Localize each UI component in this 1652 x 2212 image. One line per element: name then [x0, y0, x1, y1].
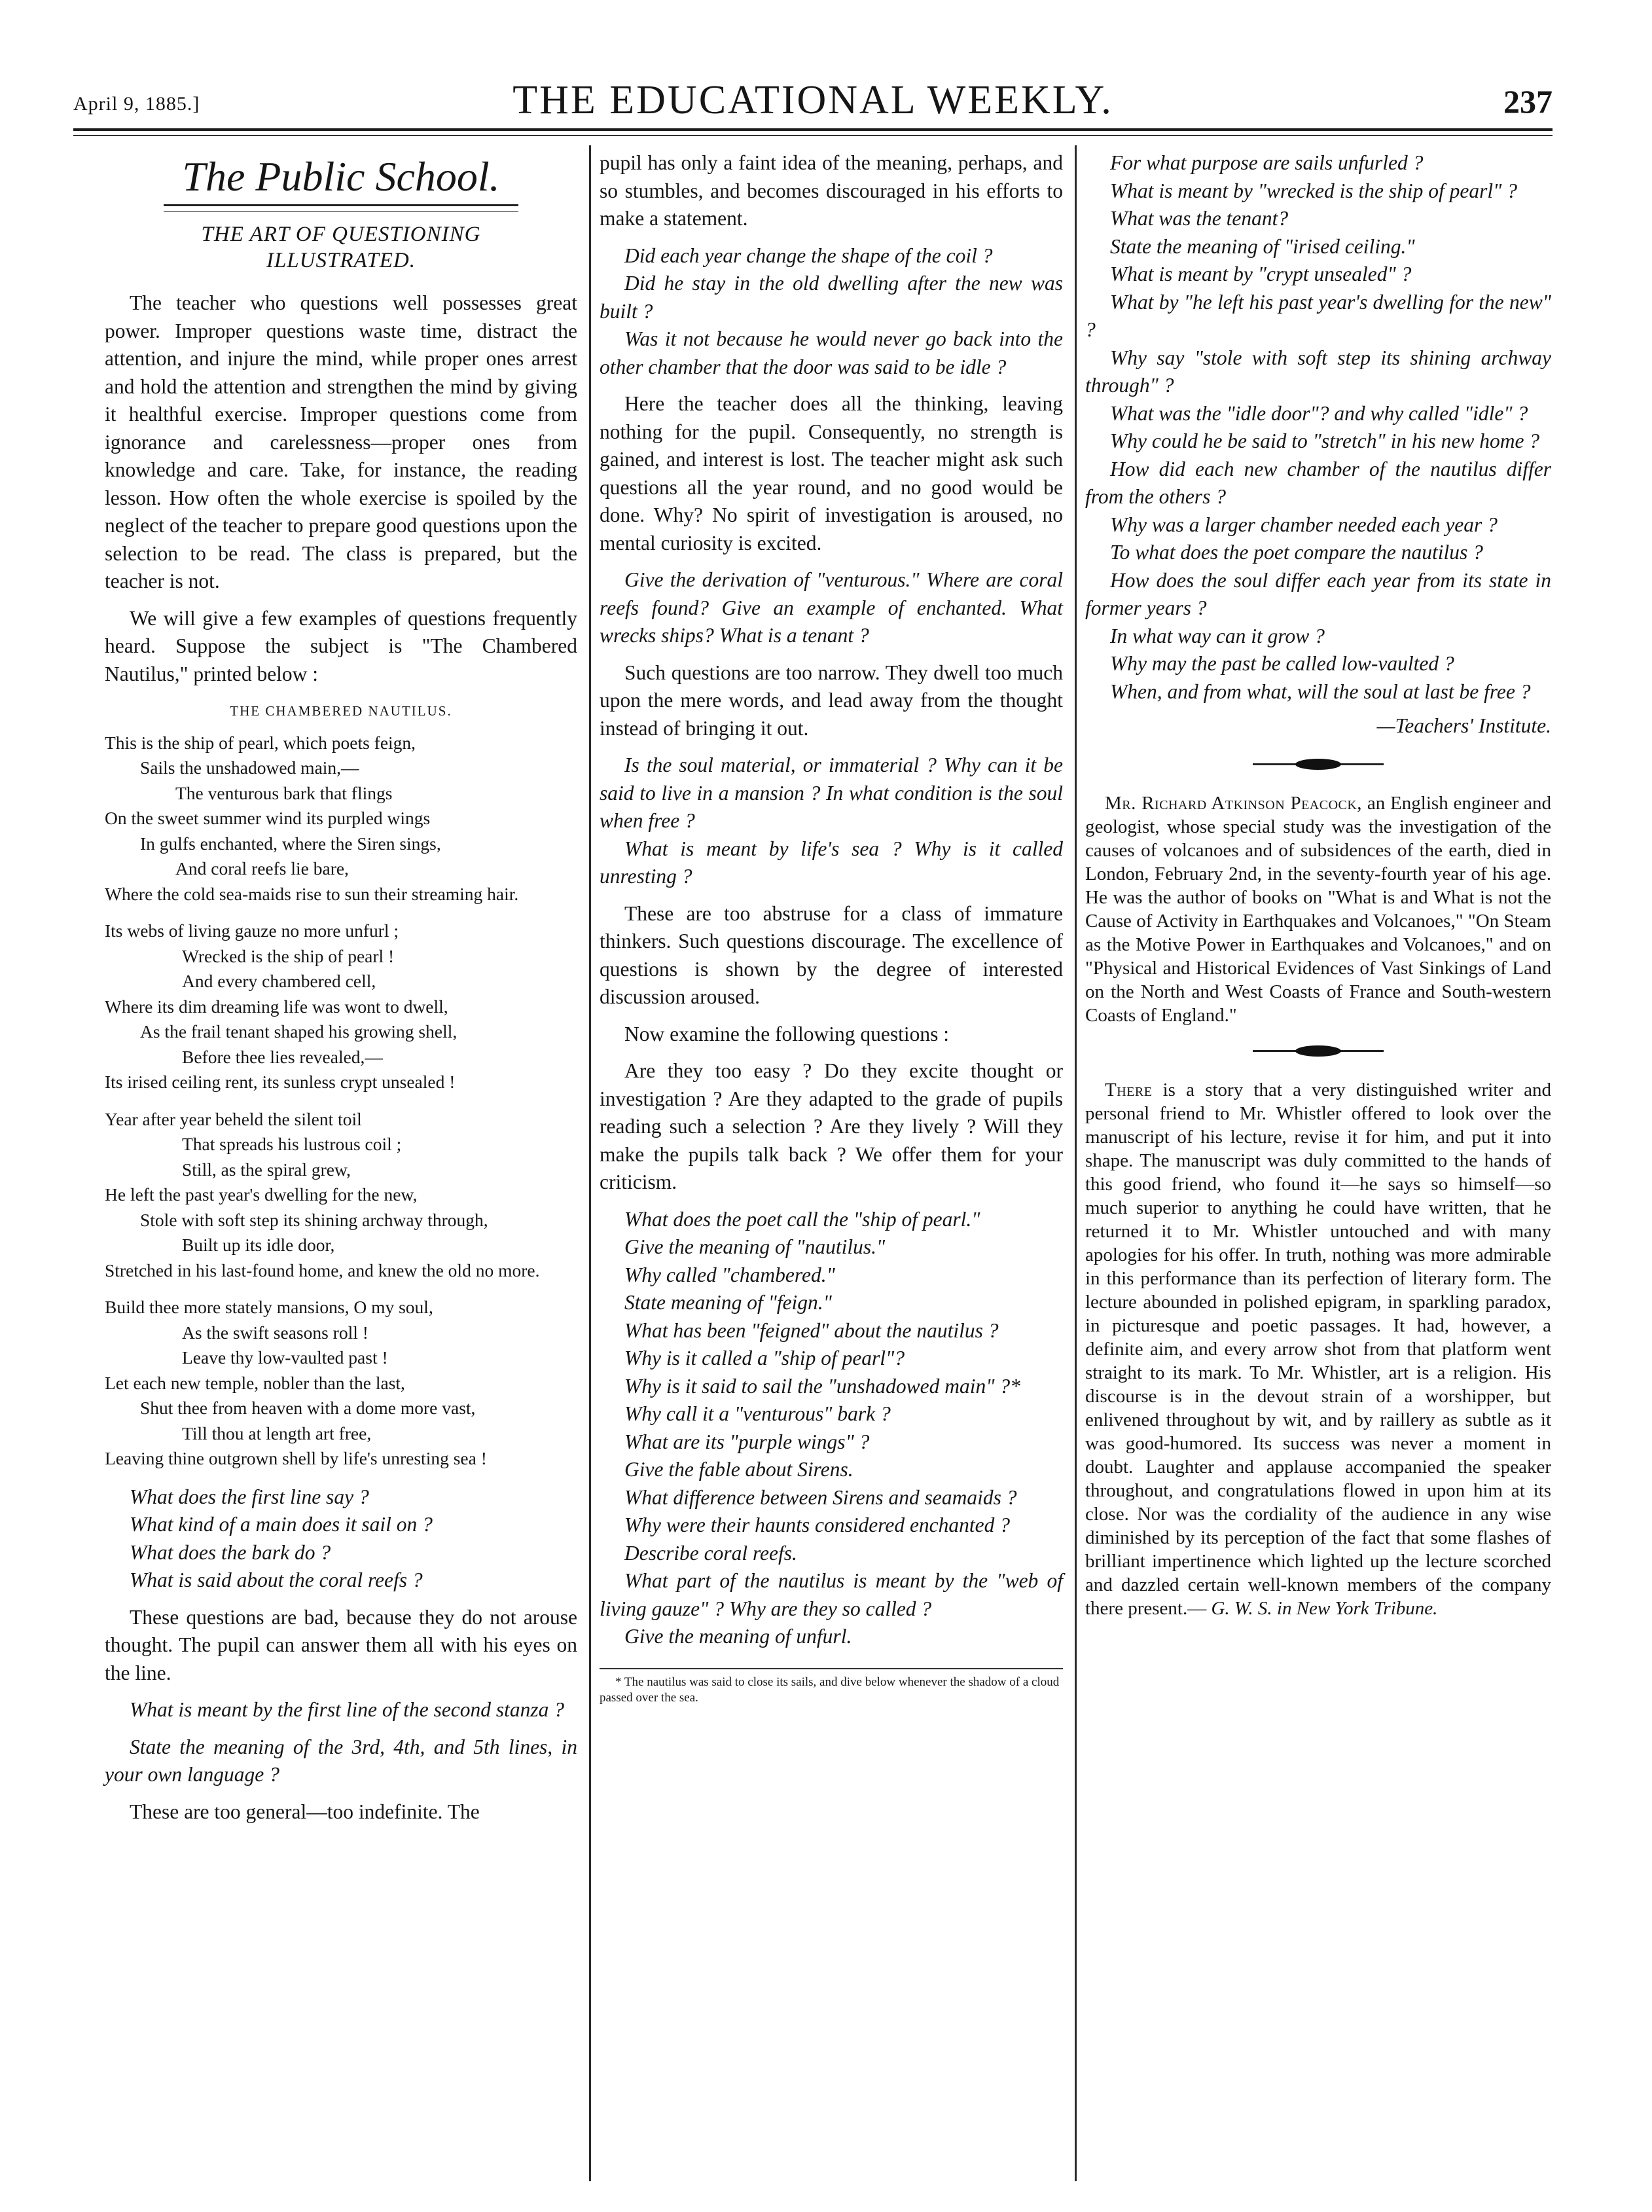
question: Why is it called a "ship of pearl"?: [624, 1347, 905, 1369]
poem-line: Build thee more stately mansions, O my soul,: [105, 1297, 433, 1317]
question: What by "he left his past year's dwelling for the new" ?: [1085, 290, 1551, 341]
question: Describe coral reefs.: [624, 1541, 797, 1565]
masthead: [73, 77, 1553, 123]
poem-line: The venturous bark that flings: [175, 782, 393, 803]
issue-date: April 9, 1885.]: [73, 93, 200, 115]
question: Why could he be said to "stretch" in his new home ?: [1110, 429, 1540, 452]
poem-line: On the sweet summer wind its purpled wings: [105, 808, 431, 828]
question: What was the tenant?: [1110, 207, 1289, 230]
article-title-line-2: ILLUSTRATED.: [266, 249, 416, 272]
poem-line: Sails the unshadowed main,—: [140, 757, 359, 778]
paragraph: These are too general—too indefinite. The: [130, 1800, 480, 1823]
news-text: an English engineer and geologist, whose special study was the investigation of the causes of volcanoes and of subsidences of the earth, died in London, February 2nd, in the seventy-fourth year of his age. He was the author of books on "What is and What is not the Cause of Activity in Earthquakes and Volcanoes," "On Steam as the Motive Power in Earthquakes and Volcanoes," and on "Physical and Historical Evidences of Vast Sinkings of Land on the North and West Coasts of France and South-western Coasts of England.": [1085, 792, 1552, 1026]
poem-line: And every chambered cell,: [182, 971, 376, 991]
paragraph: These questions are bad, because they do not arouse thought. The pupil can answer them all with his eyes on the line.: [105, 1605, 577, 1684]
question: What is meant by life's sea ? Why is it called unresting ?: [600, 837, 1063, 888]
question: What are its "purple wings" ?: [624, 1430, 870, 1453]
paragraph: [1085, 1078, 1551, 1620]
poem-line: Let each new temple, nobler than the last,: [105, 1372, 405, 1393]
question: Why is it said to sail the "unshadowed main" ?*: [624, 1374, 1020, 1398]
poem-line: Wrecked is the ship of pearl !: [182, 945, 395, 966]
question: How did each new chamber of the nautilus differ from the others ?: [1085, 457, 1551, 508]
poem-line: As the swift seasons roll !: [182, 1322, 368, 1343]
question: For what purpose are sails unfurled ?: [1110, 151, 1424, 174]
poem: [105, 731, 577, 1472]
poem-line: Its webs of living gauze no more unfurl ;: [105, 920, 399, 941]
question: How does the soul differ each year from its state in former years ?: [1085, 568, 1551, 619]
article-attribution: —Teachers' Institute.: [1376, 714, 1551, 737]
poem-stanza: [105, 1107, 577, 1284]
question: Why called "chambered.": [624, 1263, 835, 1286]
question: State the meaning of "irised ceiling.": [1110, 234, 1415, 258]
poem-line: Where the cold sea-maids rise to sun their streaming hair.: [105, 883, 519, 904]
poem-line: Year after year beheld the silent toil: [105, 1108, 362, 1129]
poem-line: In gulfs enchanted, where the Siren sings,: [140, 833, 441, 854]
poem-line: That spreads his lustrous coil ;: [182, 1134, 402, 1154]
question: To what does the poet compare the nautilus ?: [1110, 541, 1483, 564]
masthead-rule: [73, 128, 1553, 131]
paragraph: The teacher who questions well possesses great power. Improper questions waste time, distract the attention, and injure the mind, while proper ones arrest and hold the attention and strengthen the mind by giving it healthful exercise. Improper questions come from ignorance and carelessness—proper ones from knowledge and care. Take, for instance, the reading lesson. How often the whole exercise is spoiled by the neglect of the teacher to prepare good questions upon the selection to be read. The class is prepared, but the teacher is not.: [105, 291, 577, 592]
question: Was it not because he would never go back into the other chamber that the door was said to be idle ?: [600, 327, 1063, 378]
masthead-rule-thin: [73, 135, 1553, 136]
question: Why were their haunts considered enchanted ?: [624, 1514, 1011, 1536]
question: Did each year change the shape of the coil ?: [624, 244, 993, 267]
column-rule-2: [1075, 145, 1077, 2181]
question: State the meaning of the 3rd, 4th, and 5th lines, in your own language ?: [105, 1735, 577, 1786]
paragraph: These are too abstruse for a class of immature thinkers. Such questions discourage. The excellence of questions is shown by the degree of interested discussion aroused.: [600, 901, 1063, 1008]
poem-line: Its irised ceiling rent, its sunless crypt unsealed !: [105, 1072, 456, 1092]
question: Why call it a "venturous" bark ?: [624, 1402, 891, 1425]
section-divider: [1085, 753, 1551, 776]
question: What is meant by "crypt unsealed" ?: [1110, 263, 1412, 285]
question: What is meant by the first line of the second stanza ?: [130, 1698, 565, 1721]
question: What does the poet call the "ship of pearl.": [624, 1207, 980, 1231]
question: Why was a larger chamber needed each year ?: [1110, 513, 1498, 536]
paragraph: Here the teacher does all the thinking, leaving nothing for the pupil. Consequently, no strength is gained, and interest is lost. The teacher might ask such questions all the year round, and no good would be done. Why? No spirit of investigation is aroused, no mental curiosity is excited.: [600, 392, 1063, 554]
question: Give the meaning of unfurl.: [624, 1625, 852, 1648]
question: What part of the nautilus is meant by the "web of living gauze" ? Why are they so called ?: [600, 1569, 1063, 1620]
news-source: G. W. S. in New York Tribune.: [1211, 1597, 1438, 1619]
poem-line: This is the ship of pearl, which poets feign,: [105, 732, 416, 753]
paragraph: Are they too easy ? Do they excite thought or investigation ? Are they adapted to the grade of pupils reading such a selection ? Are they lively ? Will they make the pupils talk back ? We offer them for your criticism.: [600, 1059, 1063, 1193]
poem-line: Leaving thine outgrown shell by life's unresting sea !: [105, 1448, 487, 1468]
question: Give the derivation of "venturous." Where are coral reefs found? Give an example of enchanted. What wrecks ships? What is a tenant ?: [600, 568, 1063, 647]
question: What kind of a main does it sail on ?: [130, 1513, 433, 1536]
poem-stanza: [105, 731, 577, 907]
question: Did he stay in the old dwelling after the new was built ?: [600, 272, 1063, 323]
section-title: The Public School.: [182, 153, 500, 200]
section-divider: [1085, 1040, 1551, 1062]
question: What is meant by "wrecked is the ship of pearl" ?: [1110, 179, 1517, 202]
poem-line: Before thee lies revealed,—: [182, 1046, 383, 1067]
article-title-line-1: THE ART OF QUESTIONING: [201, 223, 481, 246]
question: What has been "feigned" about the nautilus ?: [624, 1318, 999, 1342]
column-2: [600, 149, 1063, 1706]
question: What difference between Sirens and seamaids ?: [624, 1485, 1017, 1509]
column-rule-1: [589, 145, 591, 2181]
poem-line: Built up its idle door,: [182, 1235, 335, 1255]
page-number: 237: [1503, 83, 1553, 120]
question: Is the soul material, or immaterial ? Why can it be said to live in a mansion ? In what condition is the soul when free ?: [600, 753, 1063, 832]
poem-line: As the frail tenant shaped his growing shell,: [140, 1021, 458, 1042]
poem-line: Stretched in his last-found home, and knew the old no more.: [105, 1260, 540, 1280]
question: Why say "stole with soft step its shining archway through" ?: [1085, 346, 1551, 397]
poem-stanza: [105, 1295, 577, 1472]
lead-word: There: [1105, 1079, 1153, 1100]
section-rule-thin: [164, 211, 518, 212]
poem-line: Till thou at length art free,: [182, 1423, 372, 1443]
question: Why may the past be called low-vaulted ?: [1110, 652, 1454, 675]
footnote-rule: [600, 1668, 1063, 1669]
poem-line: Still, as the spiral grew,: [182, 1159, 351, 1180]
poem-stanza: [105, 918, 577, 1095]
paragraph: We will give a few examples of questions frequently heard. Suppose the subject is "The Chambered Nautilus," printed below :: [105, 606, 577, 685]
column-1: [105, 149, 577, 1835]
question: What is said about the coral reefs ?: [130, 1568, 423, 1591]
poem-line: He left the past year's dwelling for the new,: [105, 1184, 418, 1205]
paragraph: [1085, 791, 1551, 1027]
question: When, and from what, will the soul at last be free ?: [1110, 680, 1531, 703]
news-item-whistler: [1085, 1078, 1551, 1620]
poem-line: Shut thee from heaven with a dome more vast,: [140, 1398, 476, 1418]
poem-title: THE CHAMBERED NAUTILUS.: [230, 703, 452, 719]
question: What does the bark do ?: [130, 1540, 331, 1564]
question: In what way can it grow ?: [1110, 624, 1325, 647]
news-item-peacock: [1085, 791, 1551, 1027]
question: State meaning of "feign.": [624, 1291, 832, 1314]
section-rule: [164, 204, 518, 206]
person-name: Mr. Richard Atkinson Peacock,: [1105, 792, 1363, 814]
paragraph: Now examine the following questions :: [624, 1022, 950, 1045]
question: Give the meaning of "nautilus.": [624, 1235, 886, 1258]
news-text: is a story that a very distinguished writer and personal friend to Mr. Whistler offered to look over the manuscript of his lecture, revise it for him, and put it into shape. The manuscript was duly committed to the hands of this good friend, who found it—he says so himself—so much superior to anything he could have written, that he returned it to Mr. Whistler untouched and with many apologies for his offer. In truth, nothing was more admirable in this performance than its perfection of literary form. The lecture abounded in polished epigram, in sparkling paradox, in picturesque and poetic passages. It had, however, a definite aim, and every arrow shot from that platform went straight to its mark. To Mr. Whistler, art is a religion. His discourse is in the devout strain of a worshipper, but enlivened throughout by wit, and by raillery as subtle as it was good-humored. Its success was never a moment in doubt. Laughter and applause accompanied the speaker throughout, and congratulations flowed in upon him at its close. Nor was the cordiality of the audience in any wise diminished by its perception of the fact that some flashes of brilliant impertinence which lighted up the lecture scorched and dazzled certain well-known members of the company there present.—: [1085, 1079, 1551, 1619]
question: What does the first line say ?: [130, 1485, 369, 1508]
question: What was the "idle door"? and why called "idle" ?: [1110, 401, 1528, 425]
poem-line: Leave thy low-vaulted past !: [182, 1347, 388, 1368]
poem-line: Where its dim dreaming life was wont to dwell,: [105, 996, 448, 1017]
poem-line: Stole with soft step its shining archway through,: [140, 1209, 488, 1230]
question: Give the fable about Sirens.: [624, 1458, 853, 1481]
footnote: * The nautilus was said to close its sails, and dive below whenever the shadow of a cloud passed over the sea.: [600, 1675, 1060, 1705]
poem-line: And coral reefs lie bare,: [175, 858, 349, 879]
column-3: [1085, 149, 1551, 1629]
paragraph: pupil has only a faint idea of the meaning, perhaps, and so stumbles, and becomes discouraged in his efforts to make a statement.: [600, 151, 1063, 230]
paragraph: Such questions are too narrow. They dwell too much upon the mere words, and lead away from the thought instead of bringing it out.: [600, 661, 1063, 740]
journal-title: THE EDUCATIONAL WEEKLY.: [512, 78, 1113, 122]
article-title: [105, 221, 577, 274]
